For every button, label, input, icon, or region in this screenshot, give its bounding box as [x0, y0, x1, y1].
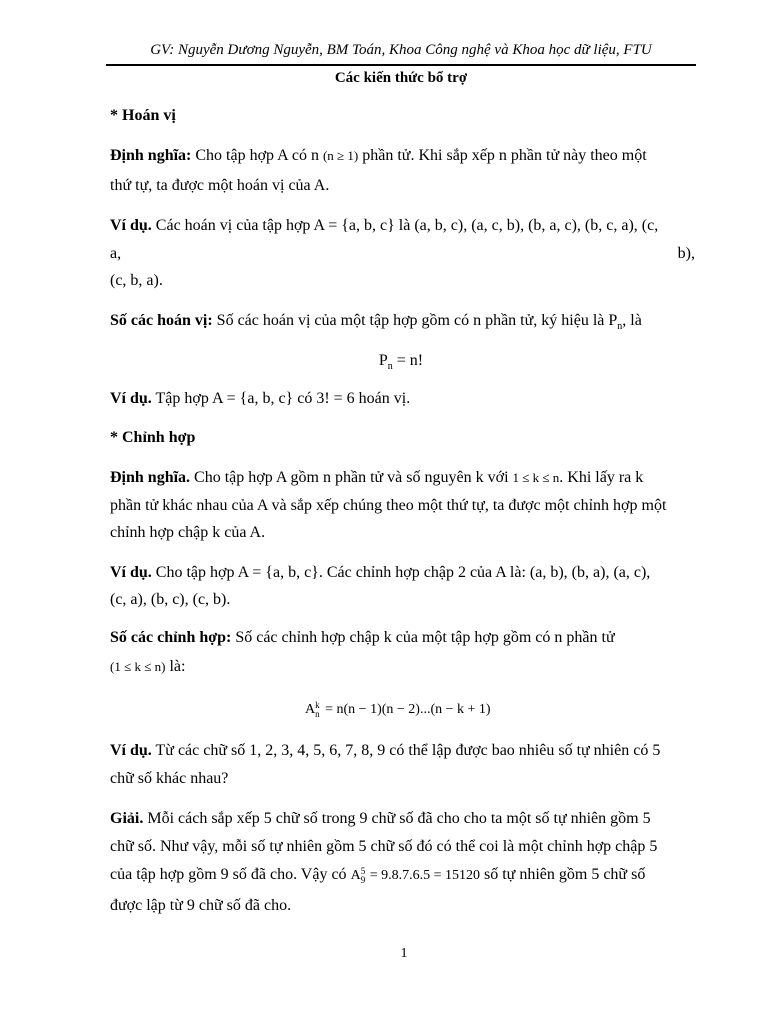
solution-line-2: chữ số. Như vậy, mỗi số tự nhiên gồm 5 chữ số đó có thể coi là một chỉnh hợp chập 5 [110, 838, 658, 855]
arrangement-definition-line-3: chỉnh hợp chập k của A. [110, 524, 266, 541]
arrangement-example-line-1: Ví dụ. Cho tập hợp A = {a, b, c}. Các chỉnh hợp chập 2 của A là: (a, b), (b, a), (a, c), [110, 564, 651, 581]
permutation-example2: Ví dụ. Tập hợp A = {a, b, c} có 3! = 6 hoán vị. [110, 390, 411, 407]
count-label: Số các chỉnh hợp: [110, 629, 232, 646]
arrangement-count-line-2: (1 ≤ k ≤ n) là: [110, 658, 186, 675]
math-condition: (n ≥ 1) [322, 148, 359, 163]
permutation-example-line-1: Ví dụ. Các hoán vị của tập hợp A = {a, b, c} là (a, b, c), (a, c, b), (b, a, c), (b, c, a), (c, [110, 217, 659, 234]
solution-line-3: của tập hợp gồm 9 số đã cho. Vậy có A 5 9 = 9.8.7.6.5 = 15120 số tự nhiên gồm 5 chữ số [110, 865, 646, 885]
page-number: 1 [400, 946, 408, 961]
math-condition: 1 ≤ k ≤ n [512, 470, 560, 485]
definition-label: Định nghĩa. [110, 469, 191, 486]
example-label: Ví dụ. [110, 390, 152, 407]
example-label: Ví dụ. [110, 564, 152, 581]
solution-label: Giải. [110, 810, 144, 827]
header-divider [106, 64, 696, 66]
arrangement-count-line-1: Số các chỉnh hợp: Số các chỉnh hợp chập k của một tập hợp gồm có n phần tử [110, 629, 615, 646]
example-label: Ví dụ. [110, 217, 152, 234]
permutation-count-line: Số các hoán vị: Số các hoán vị của một tập hợp gồm có n phần tử, ký hiệu là $P_n$, là [110, 312, 642, 333]
section-heading-permutation: * Hoán vị [110, 107, 176, 124]
arrangement-example2-line-2: chữ số khác nhau? [110, 770, 229, 787]
section-heading-arrangement: * Chỉnh hợp [110, 429, 196, 446]
example-label: Ví dụ. [110, 742, 152, 759]
permutation-definition-line-2: thứ tự, ta được một hoán vị của A. [110, 177, 330, 194]
permutation-example-line-3: (c, b, a). [110, 272, 163, 289]
solution-line-1: Giải. Mỗi cách sắp xếp 5 chữ số trong 9 chữ số đã cho cho ta một số tự nhiên gồm 5 [110, 810, 651, 827]
page-title: Các kiến thức bổ trợ [334, 70, 468, 86]
definition-label: Định nghĩa: [110, 147, 192, 164]
math-condition: (1 ≤ k ≤ n) [110, 659, 166, 674]
arrangement-definition-line-2: phần tử khác nhau của A và sắp xếp chúng theo một thứ tự, ta được một chỉnh hợp một [110, 497, 667, 514]
arrangement-definition-line-1: Định nghĩa. Cho tập hợp A gồm n phần tử và số nguyên k với 1 ≤ k ≤ n. Khi lấy ra k [110, 469, 644, 486]
solution-line-4: được lập từ 9 chữ số đã cho. [110, 897, 292, 914]
permutation-example-line-2: a, b), [110, 245, 695, 262]
header-author-line: GV: Nguyễn Dương Nguyễn, BM Toán, Khoa Công nghệ và Khoa học dữ liệu, FTU [150, 42, 652, 58]
arrangement-formula: A k n = n(n − 1)(n − 2)...(n − k + 1) [305, 700, 491, 719]
arrangement-example2-line-1: Ví dụ. Từ các chữ số 1, 2, 3, 4, 5, 6, 7, 8, 9 có thể lập được bao nhiêu số tự nhiên có 5 [110, 742, 661, 759]
permutation-definition-line-1: Định nghĩa: Cho tập hợp A có n (n ≥ 1) phần tử. Khi sắp xếp n phần tử này theo một [110, 147, 647, 164]
count-label: Số các hoán vị: [110, 312, 213, 329]
arrangement-example-line-2: (c, a), (b, c), (c, b). [110, 591, 231, 608]
permutation-formula: $P_n = n$! [378, 352, 424, 373]
